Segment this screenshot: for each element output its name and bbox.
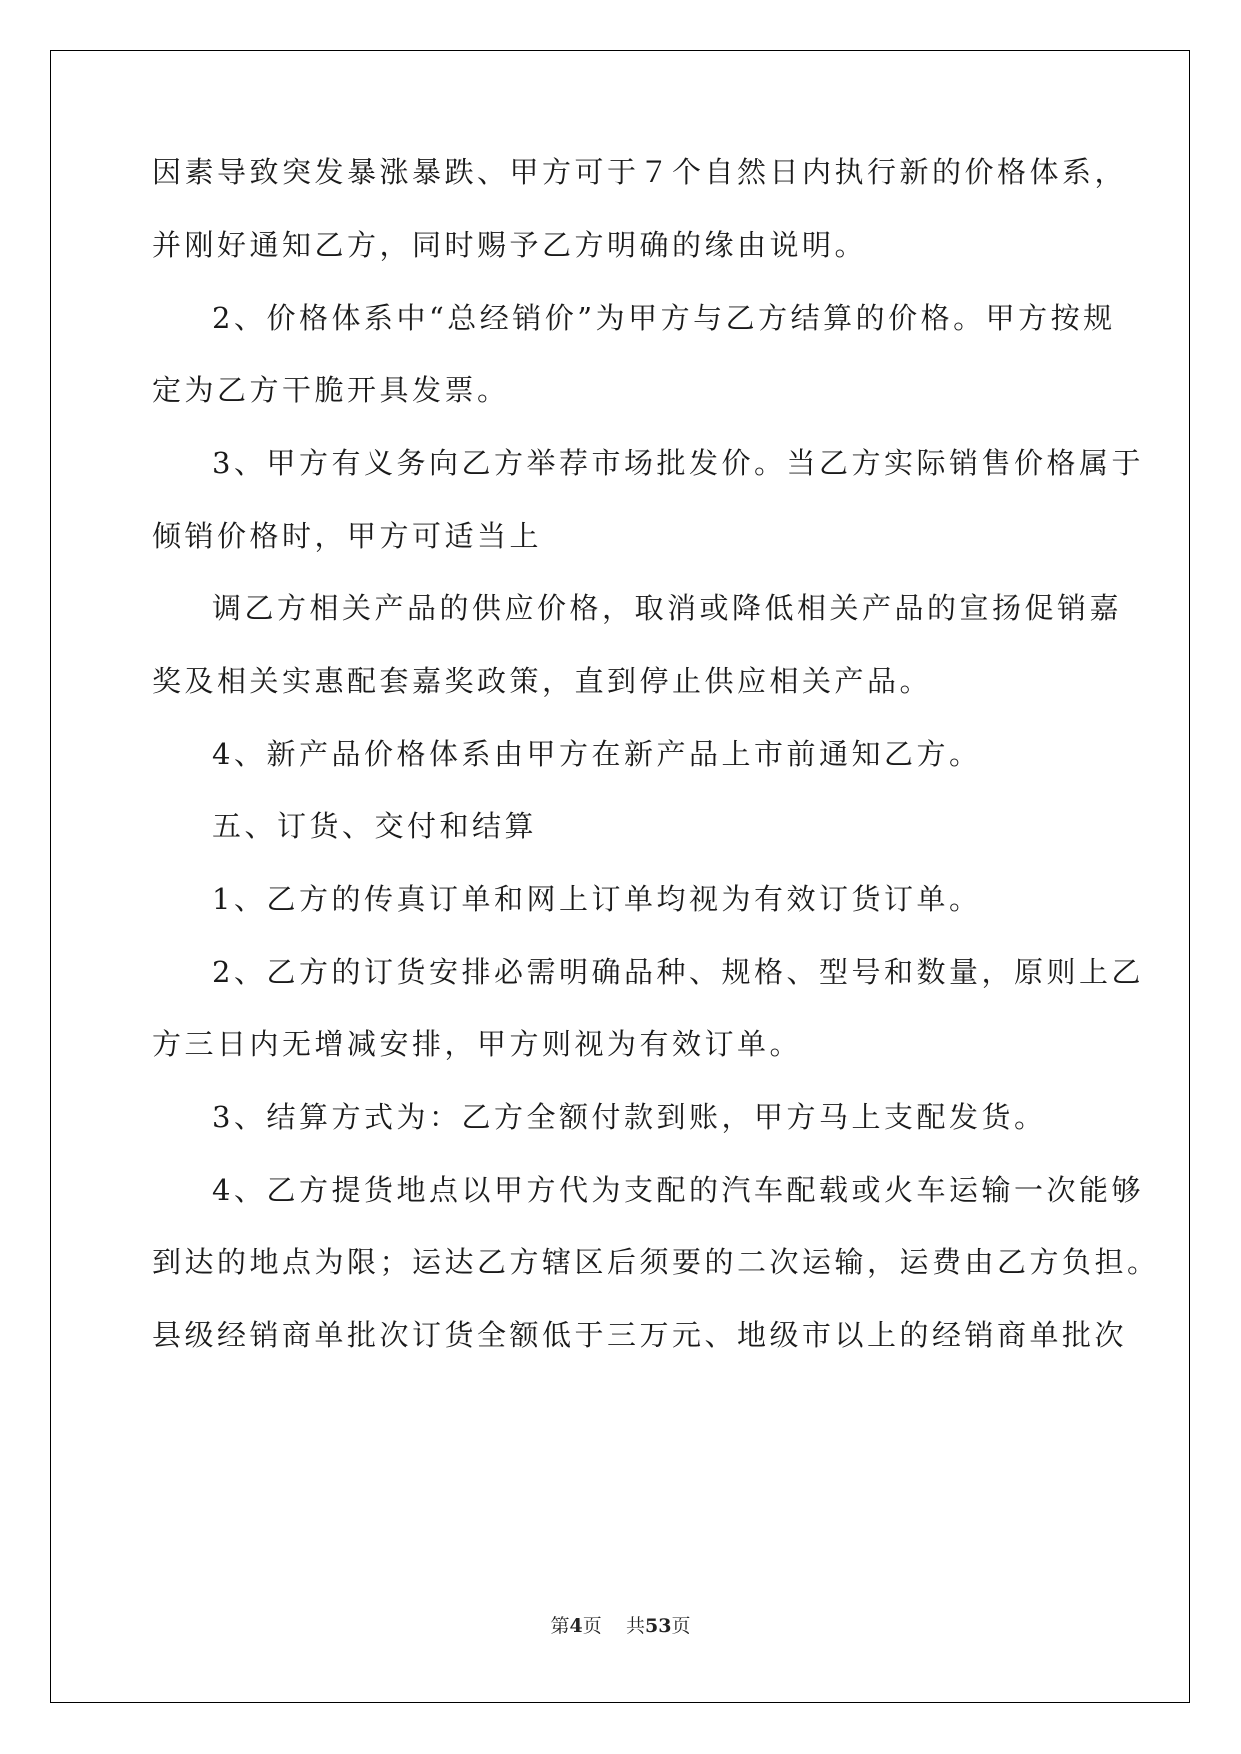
text-line: 县级经销商单批次订货全额低于三万元、地级市以上的经销商单批次 [152, 1318, 1128, 1352]
text-line: 方三日内无增减安排，甲方则视为有效订单。 [152, 1027, 803, 1061]
text-line: 并刚好通知乙方，同时赐予乙方明确的缘由说明。 [152, 228, 868, 262]
text-line: 3、甲方有义务向乙方举荐市场批发价。当乙方实际销售价格属于 [212, 446, 1144, 480]
text-line: 定为乙方干脆开具发票。 [152, 373, 510, 407]
text-line: 3、结算方式为：乙方全额付款到账，甲方马上支配发货。 [212, 1100, 1047, 1134]
text-line: 4、乙方提货地点以甲方代为支配的汽车配载或火车运输一次能够 [212, 1173, 1144, 1207]
text-line: 2、价格体系中“总经销价”为甲方与乙方结算的价格。甲方按规 [212, 301, 1116, 335]
page-suffix: 页 [582, 1615, 602, 1637]
text-line: 1、乙方的传真订单和网上订单均视为有效订货订单。 [212, 882, 982, 916]
text-line: 2、乙方的订货安排必需明确品种、规格、型号和数量，原则上乙 [212, 955, 1144, 989]
page-footer [0, 1614, 1241, 1638]
total-prefix: 共 [625, 1615, 645, 1637]
text-line: 倾销价格时，甲方可适当上 [152, 519, 543, 553]
page-prefix: 第 [550, 1615, 570, 1637]
text-line: 调乙方相关产品的供应价格，取消或降低相关产品的宣扬促销嘉 [212, 591, 1123, 625]
text-line: 因素导致突发暴涨暴跌、甲方可于７个自然日内执行新的价格体系， [152, 155, 1128, 189]
page-number: 4 [569, 1615, 583, 1637]
total-pages: 53 [644, 1615, 672, 1637]
text-line: 到达的地点为限；运达乙方辖区后须要的二次运输，运费由乙方负担。 [152, 1245, 1160, 1279]
total-suffix: 页 [671, 1615, 691, 1637]
text-line: 奖及相关实惠配套嘉奖政策，直到停止供应相关产品。 [152, 664, 933, 698]
text-line: 4、新产品价格体系由甲方在新产品上市前通知乙方。 [212, 737, 982, 771]
section-heading: 五、订货、交付和结算 [212, 809, 538, 843]
